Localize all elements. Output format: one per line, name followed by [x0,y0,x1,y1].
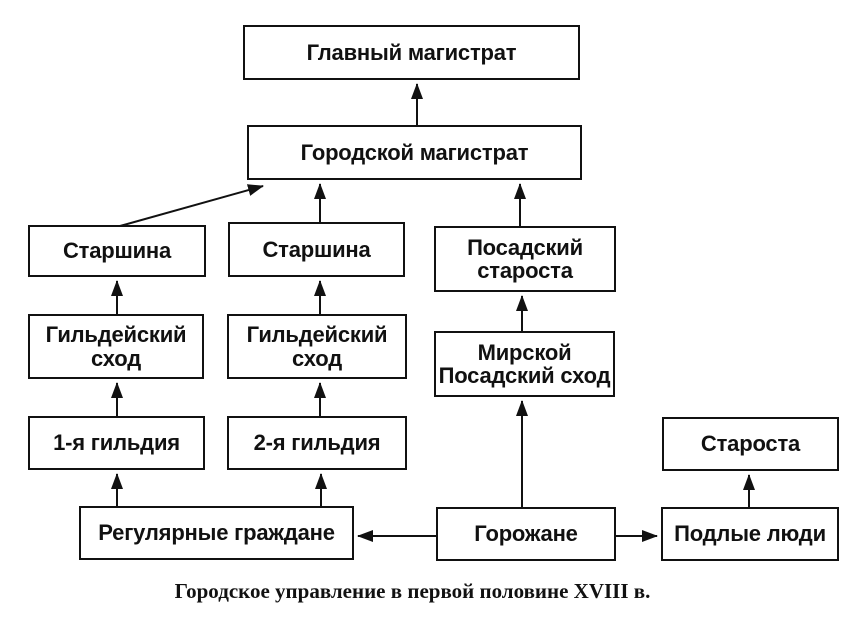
node-mirskoy-posadsky-shod [434,331,615,397]
node-label-line1: Посадский [467,234,583,260]
node-podlye-lyudi [661,507,839,561]
node-starshina-1 [28,225,206,277]
node-gorodskoy-magistrat [247,125,582,180]
node-label-line1: Мирской [477,339,572,365]
node-1ya-gildia [28,416,205,470]
node-gorozhane [436,507,616,561]
node-label: Горожане [474,521,578,547]
node-label: Главный магистрат [306,39,517,65]
node-label: Старшина [62,238,172,264]
node-label: 1-я гильдия [53,430,180,456]
node-gildeysky-shod-2 [227,314,407,379]
node-label: Староста [700,431,801,457]
node-posadsky-starosta [434,226,616,292]
node-label-line1: Гильдейский [246,322,388,348]
node-label-line2: сход [91,345,141,371]
node-label: Городской магистрат [300,139,529,165]
node-label: 2-я гильдия [253,430,381,456]
node-starshina-2 [228,222,405,277]
node-label: Регулярные граждане [98,520,335,546]
node-2ya-gildia [227,416,407,470]
node-label-line2: Посадский сход [438,363,611,388]
node-label-line2: сход [292,345,342,371]
arrow-starshina1-to-gorodskoy [120,186,263,226]
node-gildeysky-shod-1 [28,314,204,379]
node-regulyarnye-grazhdane [79,506,354,560]
node-glavny-magistrat [243,25,580,80]
node-starosta [662,417,839,471]
node-label: Старшина [262,236,371,262]
node-label-line1: Гильдейский [45,322,187,348]
diagram-caption: Городское управление в первой половине XVIII в. [174,579,651,603]
node-label-line2: староста [477,258,573,283]
node-label: Подлые люди [674,521,826,547]
